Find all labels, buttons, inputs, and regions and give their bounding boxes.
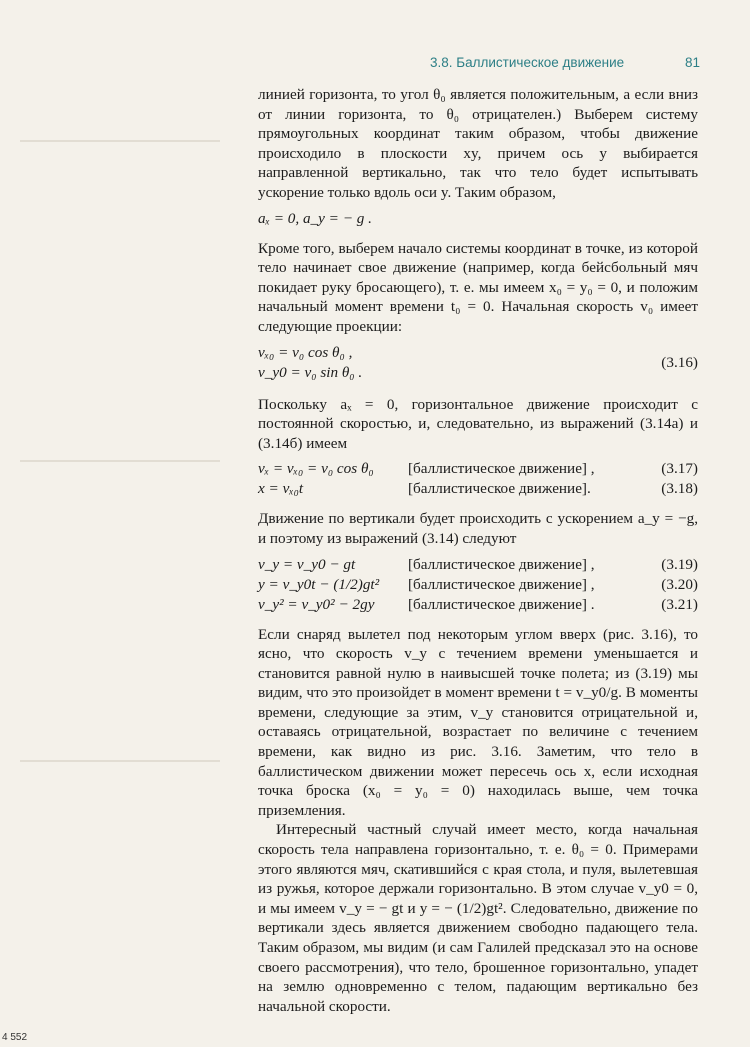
equation-3-16 bbox=[258, 343, 698, 383]
equation-number: (3.19) bbox=[661, 555, 698, 573]
paragraph-4: Движение по вертикали будет происходить с ускорением a_y = −g, и поэтому из выражений (3.14) следуют bbox=[258, 510, 698, 547]
equations-vertical bbox=[258, 555, 698, 615]
paragraph-5: Если снаряд вылетел под некоторым углом вверх (рис. 3.16), то ясно, что скорость v_y с течением времени уменьшается и становится равной нулю в наивысшей точке полета; из (3.19) мы видим, что это произойдет в момент времени t = v_y0/g. В моменты времени, следующие за этим, v_y становится отрицательной и, оставаясь отрицательной, возрастает по величине с течением времени, как видно из рис. 3.16. Заметим, что тело в баллистическом движении может пересечь ось x, если исходная точка броска (x₀ = y₀ = 0) находилась выше, чем точка приземления. bbox=[258, 625, 698, 819]
signature-mark: 4 552 bbox=[2, 1032, 28, 1043]
equation-row bbox=[258, 459, 698, 479]
equation-expression: v_y = v_y0 − gt bbox=[258, 555, 356, 573]
equation-note: [баллистическое движение] , bbox=[408, 575, 595, 593]
equation-expression: v_y² = v_y0² − 2gy bbox=[258, 595, 375, 613]
equation-line: v_y0 = v₀ sin θ₀ . bbox=[258, 363, 363, 381]
bleed-through-line bbox=[20, 760, 220, 762]
equation-number: (3.17) bbox=[661, 460, 698, 478]
equation-number: (3.18) bbox=[661, 480, 698, 498]
bleed-through-line bbox=[20, 140, 220, 142]
equation-line: vₓ₀ = v₀ cos θ₀ , bbox=[258, 343, 353, 361]
section-title: 3.8. Баллистическое движение bbox=[430, 55, 625, 70]
equation-row bbox=[258, 575, 698, 595]
equation-row bbox=[258, 595, 698, 615]
equation-expression: y = v_y0t − (1/2)gt² bbox=[258, 575, 380, 593]
text-column bbox=[258, 85, 698, 1016]
equation-note: [баллистическое движение]. bbox=[408, 480, 591, 498]
equation-number: (3.20) bbox=[661, 575, 698, 593]
equation-expression: x = vₓ₀t bbox=[258, 480, 304, 498]
equation-number: (3.21) bbox=[661, 595, 698, 613]
equation-note: [баллистическое движение] , bbox=[408, 460, 595, 478]
equation-number: (3.16) bbox=[661, 353, 698, 371]
equation-note: [баллистическое движение] , bbox=[408, 555, 595, 573]
equation-acceleration: aₓ = 0, a_y = − g . bbox=[258, 209, 372, 227]
running-header bbox=[430, 55, 700, 70]
paragraph-2: Кроме того, выберем начало системы координат в точке, из которой тело начинает свое движение (например, когда бейсбольный мяч покидает руку бросающего), т. е. мы имеем x₀ = y₀ = 0, и положим начальный момент времени t₀ = 0. Начальная скорость v₀ имеет следующие проекции: bbox=[258, 239, 698, 335]
paragraph-1: линией горизонта, то угол θ₀ является положительным, а если вниз от линии горизонта, то θ₀ отрицателен.) Выберем систему прямоугольных координат таким образом, чтобы движение происходило в плоскости xy, причем ось y выбирается направленной вертикально, так что тело будет испытывать ускорение только вдоль оси y. Таким образом, bbox=[258, 86, 698, 201]
equation-note: [баллистическое движение] . bbox=[408, 595, 595, 613]
equations-horizontal bbox=[258, 459, 698, 499]
paragraph-6: Интересный частный случай имеет место, когда начальная скорость тела направлена горизонтально, т. е. θ₀ = 0. Примерами этого являются мяч, скатившийся с края стола, и пуля, вылетевшая из ружья, которое держали горизонтально. В этом случае v_y0 = 0, и мы имеем v_y = − gt и y = − (1/2)gt². Следовательно, движение по вертикали здесь является движением свободно падающего тела. Таким образом, мы видим (и сам Галилей предсказал это на основе своего рассмотрения), что тело, брошенное горизонтально, упадет на землю одновременно с телом, падающим вертикально без начальной скорости. bbox=[258, 821, 698, 1015]
bleed-through-line bbox=[20, 460, 220, 462]
equation-expression: vₓ = vₓ₀ = v₀ cos θ₀ bbox=[258, 460, 374, 478]
equation-row bbox=[258, 555, 698, 575]
page-number: 81 bbox=[684, 55, 700, 70]
equation-row bbox=[258, 479, 698, 499]
paragraph-3: Поскольку aₓ = 0, горизонтальное движение происходит с постоянной скоростью, и, следовательно, из выражений (3.14а) и (3.14б) имеем bbox=[258, 395, 698, 452]
